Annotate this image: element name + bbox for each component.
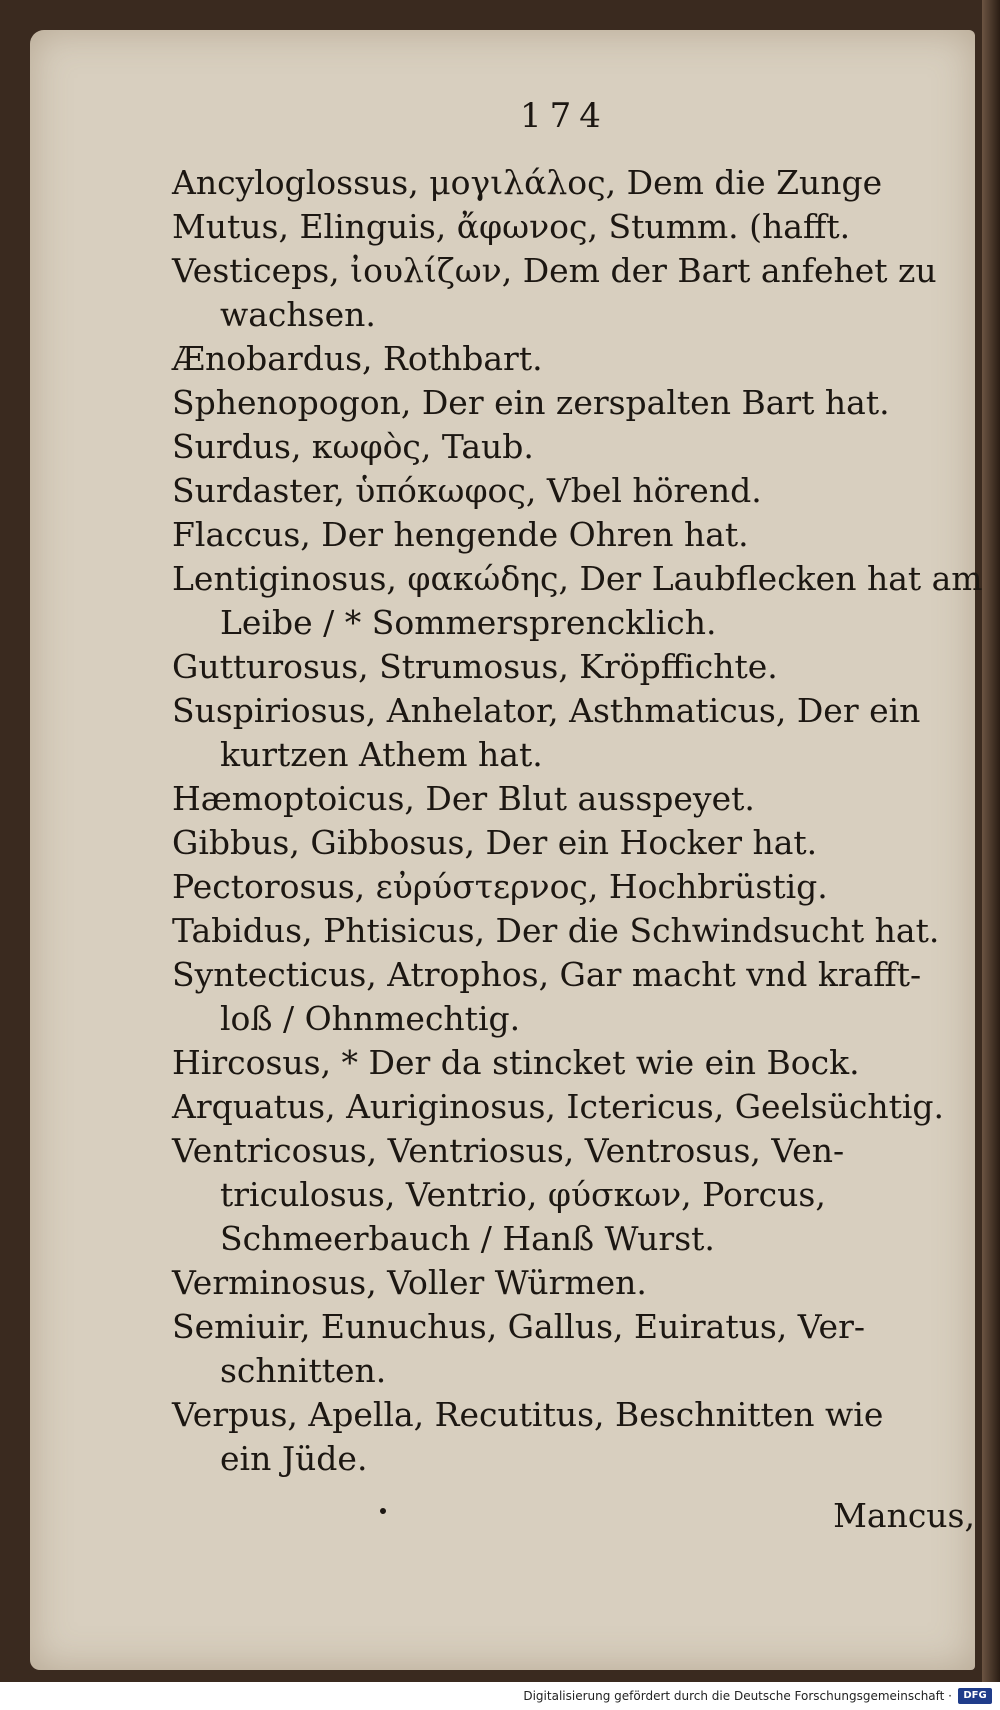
text-line: Leibe / * Sommersprencklich. (220, 603, 717, 642)
text-line: Verpus, Apella, Recutitus, Beschnitten wie (172, 1395, 884, 1434)
text-line: Schmeerbauch / Hanß Wurst. (220, 1219, 715, 1258)
text-line: Syntecticus, Atrophos, Gar macht vnd krafft- (172, 955, 922, 994)
text-line: Verminosus, Voller Würmen. (172, 1263, 647, 1302)
text-line: wachsen. (220, 295, 376, 334)
text-line: schnitten. (220, 1351, 387, 1390)
text-line: Hircosus, * Der da stincket wie ein Bock. (172, 1043, 860, 1082)
footer-credit: Digitalisierung gefördert durch die Deutsche Forschungsgemeinschaft · (523, 1689, 952, 1703)
text-line: kurtzen Athem hat. (220, 735, 543, 774)
text-line: Sphenopogon, Der ein zerspalten Bart hat. (172, 383, 890, 422)
text-line: Gibbus, Gibbosus, Der ein Hocker hat. (172, 823, 818, 862)
text-line: Lentiginosus, φακώδης, Der Laubflecken hat am (172, 559, 983, 598)
page-number: 174 (520, 96, 609, 136)
text-line: triculosus, Ventrio, φύσκων, Porcus, (220, 1175, 826, 1214)
text-line: Surdaster, ὑπόκωφος, Vbel hörend. (172, 471, 762, 510)
text-line: Gutturosus, Strumosus, Kröpffichte. (172, 647, 778, 686)
text-line: Semiuir, Eunuchus, Gallus, Euiratus, Ver- (172, 1307, 866, 1346)
text-line: Hæmoptoicus, Der Blut ausspeyet. (172, 779, 755, 818)
text-line: Pectorosus, εὐρύστερνος, Hochbrüstig. (172, 867, 828, 906)
dfg-logo: DFG (958, 1688, 992, 1704)
text-line: Tabidus, Phtisicus, Der die Schwindsucht hat. (172, 911, 940, 950)
text-line: Ventricosus, Ventriosus, Ventrosus, Ven- (172, 1131, 845, 1170)
ink-dot (380, 1508, 386, 1514)
text-line: ein Jüde. (220, 1439, 368, 1478)
text-line: Ænobardus, Rothbart. (172, 339, 543, 378)
text-line: Mutus, Elinguis, ἄφωνος, Stumm. (hafft. (172, 207, 851, 246)
text-line: loß / Ohnmechtig. (220, 999, 521, 1038)
text-line: Suspiriosus, Anhelator, Asthmaticus, Der ein (172, 691, 921, 730)
text-line: Flaccus, Der hengende Ohren hat. (172, 515, 749, 554)
text-line: Vesticeps, ἰουλίζων, Dem der Bart anfehet zu (172, 251, 937, 290)
catchword: Mancus, (833, 1496, 975, 1535)
text-line: Ancyloglossus, μογιλάλος, Dem die Zunge (172, 163, 883, 202)
text-line: Arquatus, Auriginosus, Ictericus, Geelsüchtig. (172, 1087, 945, 1126)
book-edge (982, 0, 1000, 1682)
footer-bar (0, 1682, 1000, 1710)
text-line: Surdus, κωφὸς, Taub. (172, 427, 534, 466)
